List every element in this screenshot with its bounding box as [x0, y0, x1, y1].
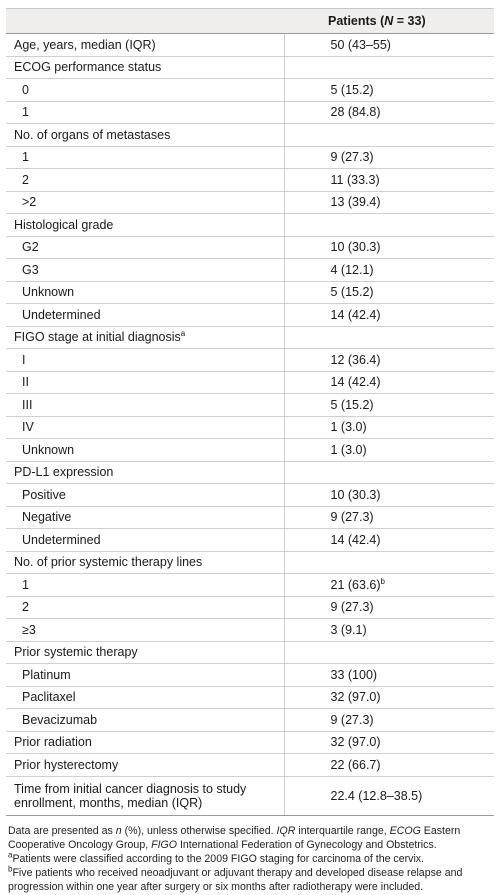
row-value [284, 574, 494, 597]
row-label [6, 146, 284, 169]
row-label [6, 506, 284, 529]
row-value-text: 5 (15.2) [330, 82, 374, 97]
table-row [6, 169, 494, 192]
row-value [284, 101, 494, 124]
row-value [284, 304, 494, 327]
row-value [284, 124, 494, 147]
row-value [284, 214, 494, 237]
table-row [6, 146, 494, 169]
row-label-text: Histological grade [14, 217, 114, 232]
row-value-text: 32 (97.0) [330, 735, 381, 750]
row-label-text: 2 [22, 600, 29, 615]
row-value [284, 439, 494, 462]
row-value-text: 9 (27.3) [330, 150, 374, 165]
header-patients-cell: Patients (N = 33) [284, 9, 494, 34]
row-value [284, 686, 494, 709]
row-value [284, 56, 494, 79]
row-label [6, 304, 284, 327]
table-row [6, 596, 494, 619]
row-value [284, 394, 494, 417]
row-label-text: 1 [22, 105, 29, 120]
row-label-text: Unknown [22, 285, 75, 300]
row-label [6, 754, 284, 777]
row-value [284, 259, 494, 282]
row-value-text: 10 (30.3) [330, 487, 381, 502]
footnote-general: Data are presented as n (%), unless otherwise specified. IQR interquartile range, ECOG Eastern Cooperative Oncology Group, FIGO International Federation of Gynecology and Obstetrics. [8, 824, 461, 851]
row-label-text: Bevacizumab [22, 712, 98, 727]
row-value [284, 776, 494, 815]
row-value-text: 22.4 (12.8–38.5) [330, 788, 423, 803]
table-row [6, 124, 494, 147]
row-value-text: 32 (97.0) [330, 690, 381, 705]
row-value-text: 4 (12.1) [330, 262, 374, 277]
table-row [6, 776, 494, 815]
row-label-text: Undetermined [22, 532, 101, 547]
row-value-text: 13 (39.4) [330, 195, 381, 210]
table-row [6, 574, 494, 597]
table-row [6, 394, 494, 417]
table-row [6, 259, 494, 282]
row-value-text: 9 (27.3) [330, 712, 374, 727]
row-value-footnote-mark: b [380, 576, 385, 586]
row-value [284, 191, 494, 214]
row-label [6, 169, 284, 192]
row-label [6, 34, 284, 57]
row-label [6, 394, 284, 417]
row-label [6, 664, 284, 687]
row-value-text: 12 (36.4) [330, 352, 381, 367]
row-label [6, 529, 284, 552]
row-label [6, 191, 284, 214]
row-label-text: Undetermined [22, 307, 101, 322]
row-label [6, 281, 284, 304]
row-label-text: G3 [22, 262, 39, 277]
row-label-text: 1 [22, 577, 29, 592]
row-value [284, 371, 494, 394]
row-value-text: 21 (63.6) [330, 577, 381, 592]
table-row [6, 214, 494, 237]
table-row [6, 304, 494, 327]
row-label [6, 79, 284, 102]
table-row [6, 371, 494, 394]
table-row [6, 56, 494, 79]
table-row [6, 461, 494, 484]
row-value [284, 34, 494, 57]
row-label-text: Platinum [22, 667, 71, 682]
row-label-text: FIGO stage at initial diagnosis [14, 330, 181, 345]
row-label [6, 641, 284, 664]
table-row [6, 281, 494, 304]
row-label [6, 371, 284, 394]
row-label [6, 731, 284, 754]
row-label [6, 461, 284, 484]
table-row [6, 326, 494, 349]
table-row [6, 641, 494, 664]
row-label [6, 686, 284, 709]
row-value [284, 236, 494, 259]
row-label [6, 416, 284, 439]
row-label [6, 349, 284, 372]
row-value-text: 5 (15.2) [330, 397, 374, 412]
table-container [6, 0, 494, 895]
row-label [6, 596, 284, 619]
row-label [6, 574, 284, 597]
row-label-text: 2 [22, 172, 29, 187]
row-label-text: No. of prior systemic therapy lines [14, 555, 203, 570]
row-label-text: No. of organs of metastases [14, 127, 171, 142]
row-value [284, 619, 494, 642]
row-label [6, 326, 284, 349]
row-label-text: ≥3 [22, 622, 36, 637]
row-value-text: 9 (27.3) [330, 600, 374, 615]
row-label [6, 101, 284, 124]
row-value-text: 1 (3.0) [330, 420, 367, 435]
row-label-text: PD-L1 expression [14, 465, 114, 480]
table-header-row [6, 9, 494, 34]
table-row [6, 506, 494, 529]
row-value-text: 14 (42.4) [330, 375, 381, 390]
table-row [6, 529, 494, 552]
table-row [6, 709, 494, 732]
row-label-text: Unknown [22, 442, 75, 457]
row-label [6, 619, 284, 642]
row-value [284, 281, 494, 304]
row-label [6, 484, 284, 507]
footnote-a: $^a$Patients were classified according to the 2009 FIGO staging for carcinoma of the cervix. [8, 850, 425, 865]
row-label [6, 56, 284, 79]
row-value-text: 11 (33.3) [330, 172, 380, 187]
table-row [6, 439, 494, 462]
row-label-text: Paclitaxel [22, 690, 76, 705]
row-label-text: Age, years, median (IQR) [14, 37, 156, 52]
row-label [6, 551, 284, 574]
table-footnotes [6, 824, 494, 895]
row-value-text: 50 (43–55) [330, 37, 391, 52]
header-label-cell [6, 9, 284, 34]
row-label [6, 439, 284, 462]
row-value [284, 529, 494, 552]
row-label-text: Negative [22, 510, 72, 525]
table-row [6, 236, 494, 259]
row-value-text: 14 (42.4) [330, 532, 381, 547]
table-row [6, 349, 494, 372]
row-label [6, 709, 284, 732]
row-label-text: Prior hysterectomy [14, 757, 119, 772]
row-value [284, 731, 494, 754]
row-label-text: Positive [22, 487, 66, 502]
row-value-text: 9 (27.3) [330, 510, 374, 525]
row-label [6, 214, 284, 237]
row-value-text: 22 (66.7) [330, 757, 381, 772]
table-row [6, 34, 494, 57]
table-row [6, 416, 494, 439]
row-label [6, 776, 284, 815]
row-value [284, 326, 494, 349]
row-label-text: Time from initial cancer diagnosis to study enrollment, months, median (IQR) [14, 781, 247, 810]
row-value [284, 349, 494, 372]
row-value-text: 3 (9.1) [330, 622, 367, 637]
row-value [284, 596, 494, 619]
row-label-text: I [22, 352, 26, 367]
row-value [284, 169, 494, 192]
table-row [6, 191, 494, 214]
table-row [6, 79, 494, 102]
row-label [6, 124, 284, 147]
row-value [284, 146, 494, 169]
table-row [6, 754, 494, 777]
row-label-text: II [22, 375, 29, 390]
table-body [6, 34, 494, 816]
table-row [6, 619, 494, 642]
row-label-text: >2 [22, 195, 37, 210]
row-label-text: Prior systemic therapy [14, 645, 138, 660]
row-label-footnote-mark: a [180, 329, 186, 339]
row-value [284, 484, 494, 507]
row-value [284, 461, 494, 484]
row-value [284, 754, 494, 777]
row-value [284, 506, 494, 529]
row-value [284, 664, 494, 687]
table-row [6, 551, 494, 574]
table-row [6, 101, 494, 124]
row-label-text: Prior radiation [14, 735, 92, 750]
row-label-text: IV [22, 420, 34, 435]
row-label [6, 236, 284, 259]
row-label-text: III [22, 397, 33, 412]
row-label [6, 259, 284, 282]
row-value [284, 641, 494, 664]
row-value [284, 416, 494, 439]
row-value [284, 551, 494, 574]
row-value-text: 14 (42.4) [330, 307, 381, 322]
row-value-text: 28 (84.8) [330, 105, 381, 120]
row-value-text: 10 (30.3) [330, 240, 381, 255]
patient-characteristics-table [6, 8, 494, 816]
table-row [6, 484, 494, 507]
footnote-b: $^b$Five patients who received neoadjuvant or adjuvant therapy and developed disease relapse and progression within one year after surgery or six months after radiotherapy were included. [8, 864, 463, 894]
row-label-text: 0 [22, 82, 29, 97]
row-label-text: 1 [22, 150, 29, 165]
table-row [6, 686, 494, 709]
row-value-text: 5 (15.2) [330, 285, 374, 300]
row-label-text: G2 [22, 240, 39, 255]
table-row [6, 664, 494, 687]
row-value [284, 79, 494, 102]
table-row [6, 731, 494, 754]
row-value-text: 33 (100) [330, 667, 378, 682]
row-value-text: 1 (3.0) [330, 442, 367, 457]
row-value [284, 709, 494, 732]
row-label-text: ECOG performance status [14, 60, 162, 75]
